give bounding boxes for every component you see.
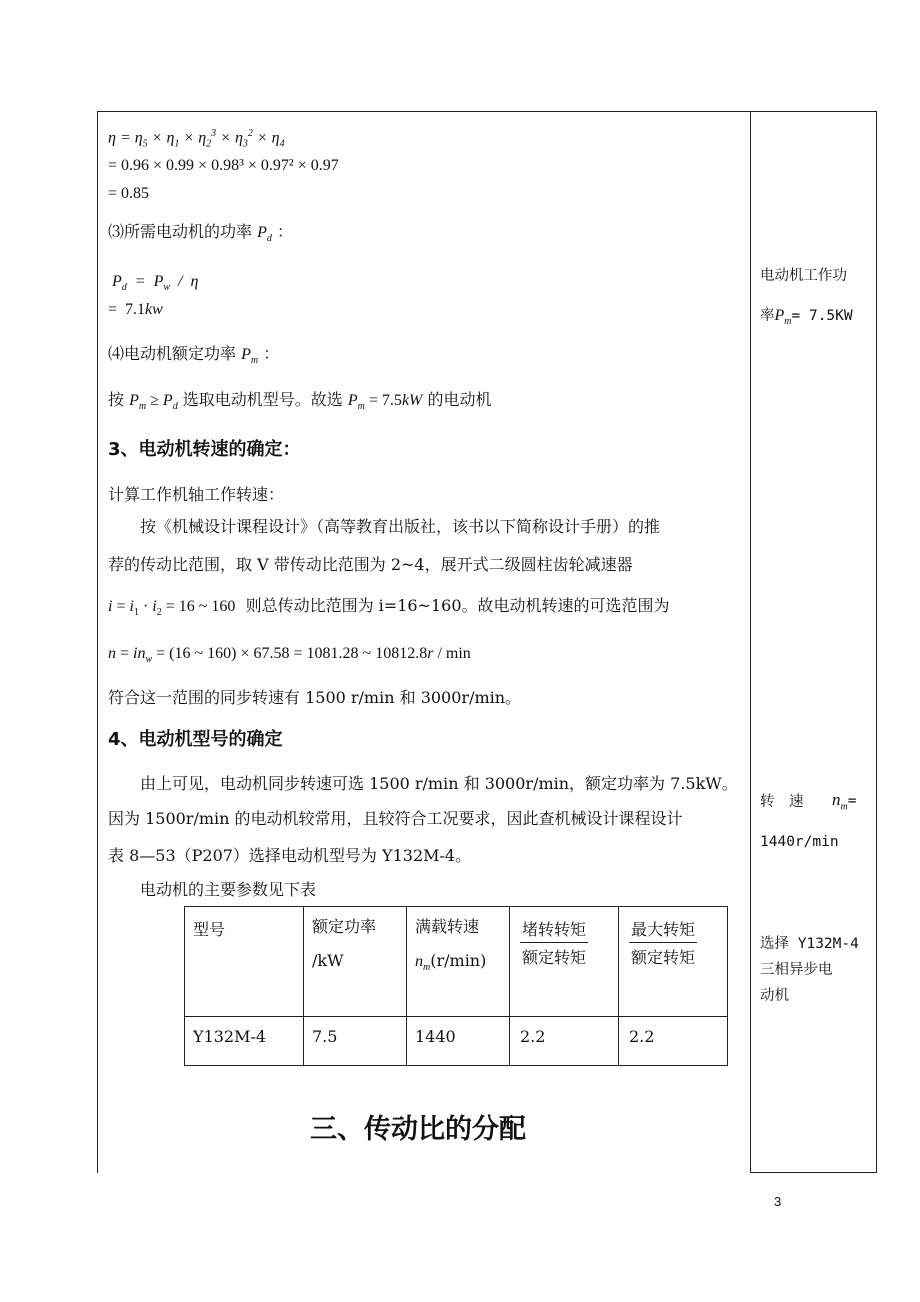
header-model (185, 907, 304, 1017)
step4-title (108, 344, 279, 371)
step3-result: = 7.1kw (108, 301, 163, 318)
cell-power: 7.5 (304, 1017, 407, 1066)
sidebar-select-line3: 动机 (760, 988, 789, 1004)
sidebar-power-line2 (760, 306, 853, 332)
step4-condition: $P_m \ge P_d$ (129, 392, 178, 413)
sidebar-speed-label: 转 速 (760, 794, 804, 810)
sidebar-speed-symbol-wrap (832, 790, 856, 817)
speed-equation: $n = in_w = (16$ ~ 160) × 67.58 = 1081.28 ~ 10812.8r / min (108, 645, 471, 666)
step3-title (108, 222, 293, 249)
table-intro: 电动机的主要参数见下表 (140, 880, 317, 899)
step4-text-c: 的电动机 (427, 390, 492, 409)
header-power-line2: /kW (312, 951, 344, 970)
section3-paragraph-line2: 荐的传动比范围，取 V 带传动比范围为 2~4，展开式二级圆柱齿轮减速器 (108, 555, 633, 574)
sidebar-power-prefix: 率 (760, 308, 775, 324)
efficiency-values: = 0.96 × 0.99 × 0.98³ × 0.97² × 0.97 (108, 157, 339, 174)
header-model-text: 型号 (193, 920, 226, 939)
sidebar-speed-symbol: $n_m$ (832, 790, 848, 813)
max-torque-fraction (629, 917, 697, 968)
section3-heading: 3、电动机转速的确定： (108, 439, 301, 460)
sidebar-power-symbol: $P_m$ (774, 307, 792, 328)
section4-paragraph-line1: 由上可见，电动机同步转速可选 1500 r/min 和 3000r/min，额定功率为 7.5kW。 (140, 774, 738, 793)
chapter-heading: 三、传动比的分配 (310, 1114, 526, 1145)
header-speed-symbol: $n_m$ (415, 953, 431, 974)
sidebar-select-line1: 选择 Y132M-4 (760, 936, 859, 952)
section4-paragraph-line2: 因为 1500r/min 的电动机较常用，且较符合工况要求，因此查机械设计课程设计 (108, 809, 683, 828)
step3-symbol: $P_d$ (257, 224, 272, 245)
section3-ratio-line (108, 596, 670, 623)
sync-speed-text: 符合这一范围的同步转速有 1500 r/min 和 3000r/min。 (108, 688, 522, 707)
cell-model: Y132M-4 (185, 1017, 304, 1066)
sidebar-speed-value: 1440r/min (760, 834, 839, 850)
step3-colon: ： (276, 222, 293, 241)
step3-equation: $P_d = P_w / \eta$ (108, 273, 199, 294)
motor-parameter-table (184, 906, 728, 1066)
step4-selection (108, 390, 491, 417)
section3-calc-title: 计算工作机轴工作转速： (108, 485, 285, 504)
cell-max-torque: 2.2 (619, 1017, 728, 1066)
header-speed-line2 (415, 951, 509, 978)
table-row (185, 1017, 728, 1066)
stall-torque-fraction (520, 917, 588, 968)
max-torque-denominator: 额定转矩 (631, 948, 696, 967)
header-power (304, 907, 407, 1017)
page-number: 3 (774, 1194, 782, 1209)
step4-text-b: 选取电动机型号。故选 (182, 390, 343, 409)
ratio-equation: $i = i_1 \cdot i_2 = 16$ ~ 160 (108, 598, 236, 619)
header-max-torque (619, 907, 728, 1017)
step4-text-a: 按 (108, 390, 125, 409)
sidebar-power-line1: 电动机工作功 (760, 268, 847, 284)
sidebar-border-bottom (750, 1172, 877, 1173)
cell-speed: 1440 (407, 1017, 510, 1066)
sidebar-select-line2: 三相异步电 (760, 962, 833, 978)
step4-symbol: $P_m$ (241, 346, 259, 367)
sidebar-speed-equals: = (847, 793, 857, 809)
step3-label: ⑶所需电动机的功率 (108, 222, 253, 241)
step4-chosen-power: $P_m = 7.5kW$ (347, 392, 423, 413)
max-torque-numerator: 最大转矩 (629, 917, 697, 943)
efficiency-result: = 0.85 (108, 185, 150, 202)
stall-torque-numerator: 堵转转矩 (520, 917, 588, 943)
header-speed-unit: (r/min) (430, 951, 487, 970)
step4-label: ⑷电动机额定功率 (108, 344, 237, 363)
efficiency-formula: $\eta = \eta_5 \times \eta_1 \times \eta_2^3 \times \eta_3^2 \times \eta_4$ (108, 128, 285, 150)
sidebar-power-value: = 7.5KW (791, 308, 853, 324)
table-header-row (185, 907, 728, 1017)
cell-stall-torque: 2.2 (510, 1017, 619, 1066)
section3-paragraph-line1: 按《机械设计课程设计》（高等教育出版社，该书以下简称设计手册）的推 (140, 517, 661, 536)
section4-heading: 4、电动机型号的确定 (108, 729, 283, 750)
step4-colon: ： (263, 344, 280, 363)
header-speed-line1: 满载转速 (415, 917, 480, 936)
stall-torque-denominator: 额定转矩 (522, 948, 587, 967)
header-speed (407, 907, 510, 1017)
ratio-text: 则总传动比范围为 i=16~160。故电动机转速的可选范围为 (245, 596, 670, 615)
section4-paragraph-line3: 表 8—53（P207）选择电动机型号为 Y132M-4。 (108, 846, 472, 865)
header-stall-torque (510, 907, 619, 1017)
header-power-line1: 额定功率 (312, 917, 377, 936)
